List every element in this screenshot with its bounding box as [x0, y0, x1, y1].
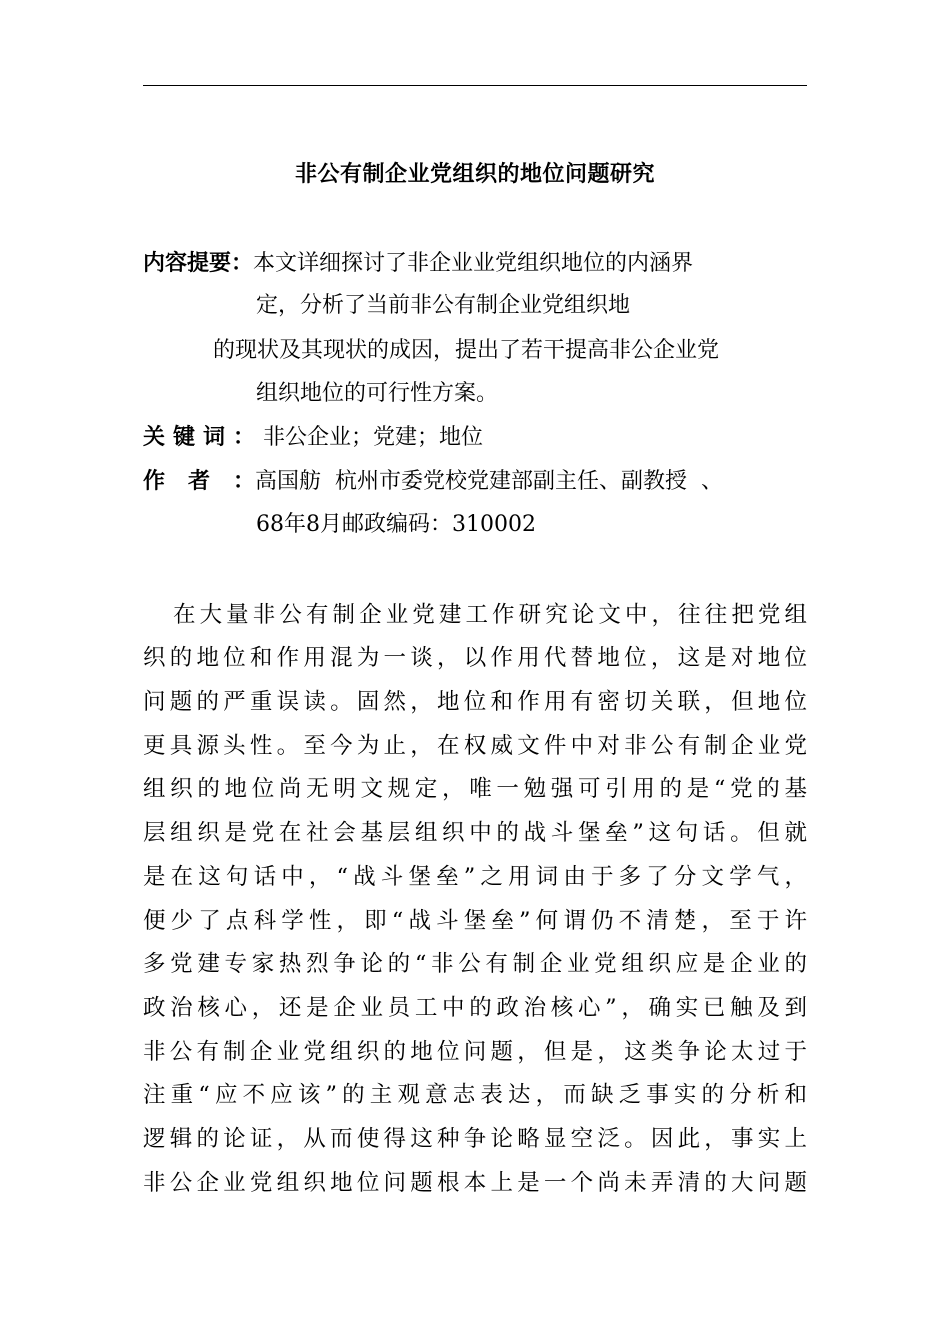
abstract-line-4: 组织地位的可行性方案。	[256, 381, 499, 406]
author-text-1: 高国舫 杭州市委党校党建部副主任、副教授 、	[255, 469, 723, 494]
body-line: 在大量非公有制企业党建工作研究论文中，往往把党组	[173, 602, 807, 628]
abstract-label: 内容提要：	[143, 251, 254, 276]
author-label: 作者：	[143, 469, 255, 494]
abstract-line-2: 定，分析了当前非公有制企业党组织地	[256, 293, 631, 318]
author-line-2: 68年8月邮政编码：310002	[256, 512, 536, 537]
body-line: 逻辑的论证，从而使得这种争论略显空泛。因此，事实上	[143, 1126, 807, 1152]
keywords-value: 非公企业；党建；地位	[263, 425, 484, 450]
abstract-text-1: 本文详细探讨了非企业业党组织地位的内涵界	[253, 251, 694, 276]
header-rule	[143, 85, 807, 86]
body-line: 问题的严重误读。固然，地位和作用有密切关联，但地位	[143, 689, 807, 715]
body-line: 政治核心，还是企业员工中的政治核心”，确实已触及到	[143, 995, 807, 1021]
body-line: 注重“应不应该”的主观意志表达，而缺乏事实的分析和	[143, 1082, 807, 1108]
body-line: 更具源头性。至今为止，在权威文件中对非公有制企业党	[143, 733, 807, 759]
body-line: 非公有制企业党组织的地位问题，但是，这类争论太过于	[143, 1039, 807, 1065]
body-line: 层组织是党在社会基层组织中的战斗堡垒”这句话。但就	[143, 820, 807, 846]
abstract-line-1	[143, 249, 693, 279]
author-line-1	[143, 467, 723, 497]
body-line: 是在这句话中，“战斗堡垒”之用词由于多了分文学气，	[143, 864, 807, 890]
abstract-line-3: 的现状及其现状的成因，提出了若干提高非公企业党	[213, 338, 720, 363]
body-line: 便少了点科学性，即“战斗堡垒”何谓仍不清楚，至于许	[143, 908, 807, 934]
document-title: 非公有制企业党组织的地位问题研究	[294, 162, 655, 187]
keywords-label: 关键词：	[143, 425, 264, 450]
body-line: 组织的地位尚无明文规定，唯一勉强可引用的是“党的基	[143, 776, 807, 802]
body-line: 多党建专家热烈争论的“非公有制企业党组织应是企业的	[143, 951, 807, 977]
keywords-line	[143, 423, 483, 453]
body-line: 非公企业党组织地位问题根本上是一个尚未弄清的大问题	[143, 1170, 807, 1196]
body-line: 织的地位和作用混为一谈，以作用代替地位，这是对地位	[143, 645, 807, 671]
